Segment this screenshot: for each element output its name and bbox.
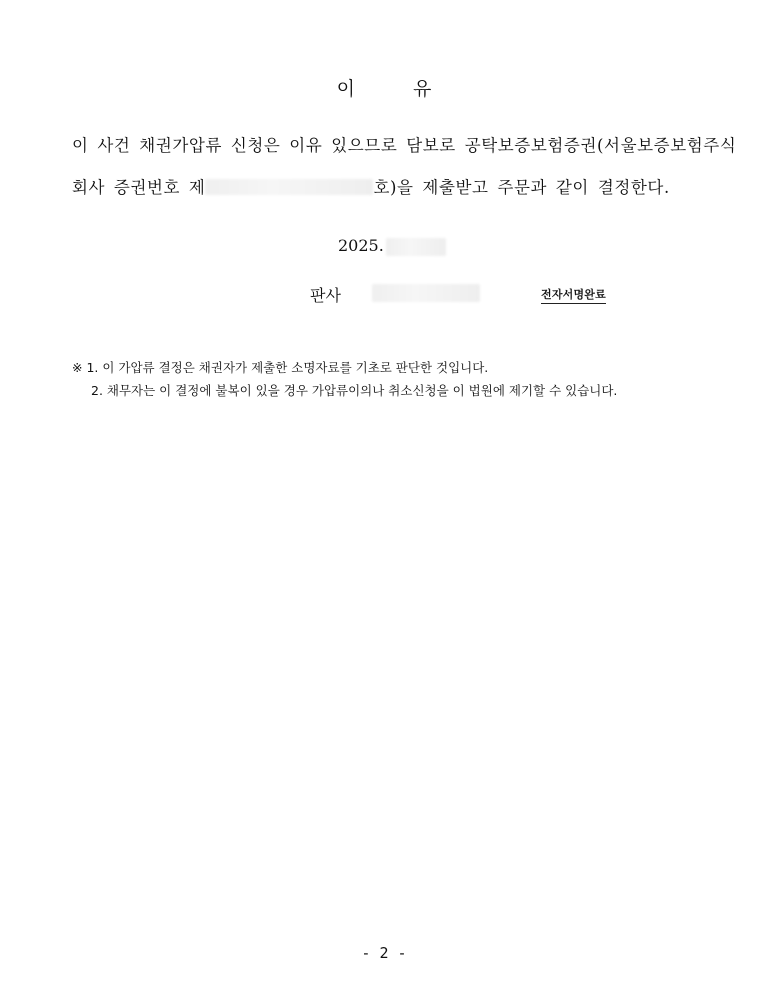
redacted-judge-name [372,284,480,302]
redacted-certificate-number [205,179,373,195]
reason-line-2-start: 회사 증권번호 제 [72,178,206,197]
note-1: ※ 1. 이 가압류 결정은 채권자가 제출한 소명자료를 기초로 판단한 것입니다. [72,360,489,375]
reason-line-2-end: 호)을 제출받고 주문과 같이 결정한다. [373,178,670,197]
note-2: 2. 채무자는 이 결정에 불복이 있을 경우 가압류이의나 취소신청을 이 법원에 제기할 수 있습니다. [91,383,618,398]
decision-date: 2025. [338,236,384,255]
section-title-left: 이 [336,78,355,100]
redacted-date [386,238,446,256]
e-signature-stamp: 전자서명완료 [541,286,606,304]
section-title-right: 유 [413,78,432,100]
reason-line-2 [72,174,670,198]
section-title [0,74,768,101]
judge-label: 판사 [310,286,341,305]
reason-line-1: 이 사건 채권가압류 신청은 이유 있으므로 담보로 공탁보증보험증권(서울보증보험주식 [72,136,737,155]
page-number: - 2 - [361,944,407,962]
